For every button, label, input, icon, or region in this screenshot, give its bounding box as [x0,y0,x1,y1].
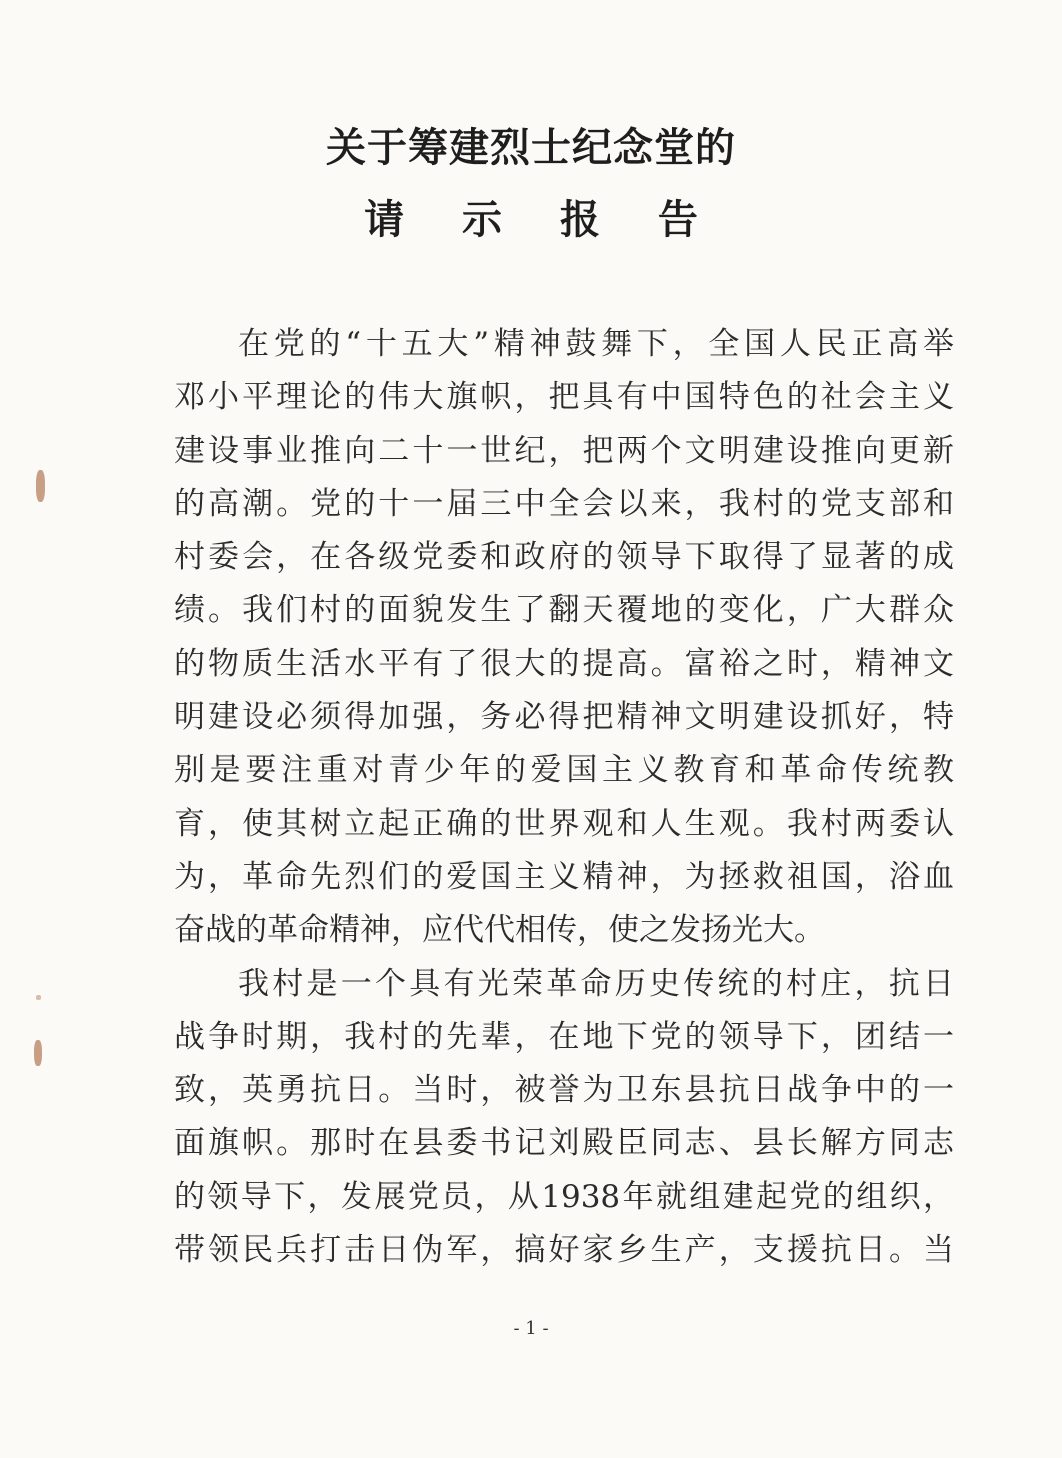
paper-stain [34,1040,42,1066]
page-number: - 1 - [513,1318,549,1339]
document-title: 关于筹建烈士纪念堂的 [326,125,736,171]
subtitle-char: 告 [657,197,698,243]
paper-stain [36,470,45,502]
text-line: 带领民兵打击日伪军，搞好家乡生产，支援抗日。当 [174,1232,954,1269]
text-line: 别是要注重对青少年的爱国主义教育和革命传统教 [174,752,954,789]
text-line: 的物质生活水平有了很大的提高。富裕之时，精神文 [174,645,954,682]
text-line: 为，革命先烈们的爱国主义精神，为拯救祖国，浴血 [174,858,954,895]
text-line: 村委会，在各级党委和政府的领导下取得了显著的成 [174,539,954,576]
text-line: 的高潮。党的十一届三中全会以来，我村的党支部和 [174,485,954,522]
paper-stain [36,995,41,1000]
text-line: 我村是一个具有光荣革命历史传统的村庄，抗日 [238,965,954,1002]
text-line: 奋战的革命精神，应代代相传，使之发扬光大。 [174,912,825,949]
text-line: 邓小平理论的伟大旗帜，把具有中国特色的社会主义 [174,379,954,416]
text-line: 绩。我们村的面貌发生了翻天覆地的变化，广大群众 [174,592,954,629]
subtitle-char: 示 [462,197,503,243]
subtitle-char: 请 [364,197,405,243]
text-line: 建设事业推向二十一世纪，把两个文明建设推向更新 [174,432,954,469]
text-line: 明建设必须得加强，务必得把精神文明建设抓好，特 [174,699,954,736]
text-line: 育，使其树立起正确的世界观和人生观。我村两委认 [174,805,954,842]
body-text [174,318,954,1277]
text-line: 致，英勇抗日。当时，被誉为卫东县抗日战争中的一 [174,1072,954,1109]
subtitle-char: 报 [559,197,600,243]
text-line: 在党的“十五大”精神鼓舞下，全国人民正高举 [238,326,954,362]
text-line: 的领导下，发展党员，从1938年就组建起党的组织， [174,1178,954,1215]
text-line: 战争时期，我村的先辈，在地下党的领导下，团结一 [174,1018,954,1055]
text-line: 面旗帜。那时在县委书记刘殿臣同志、县长解方同志 [174,1125,954,1162]
document-subtitle [0,188,1062,245]
